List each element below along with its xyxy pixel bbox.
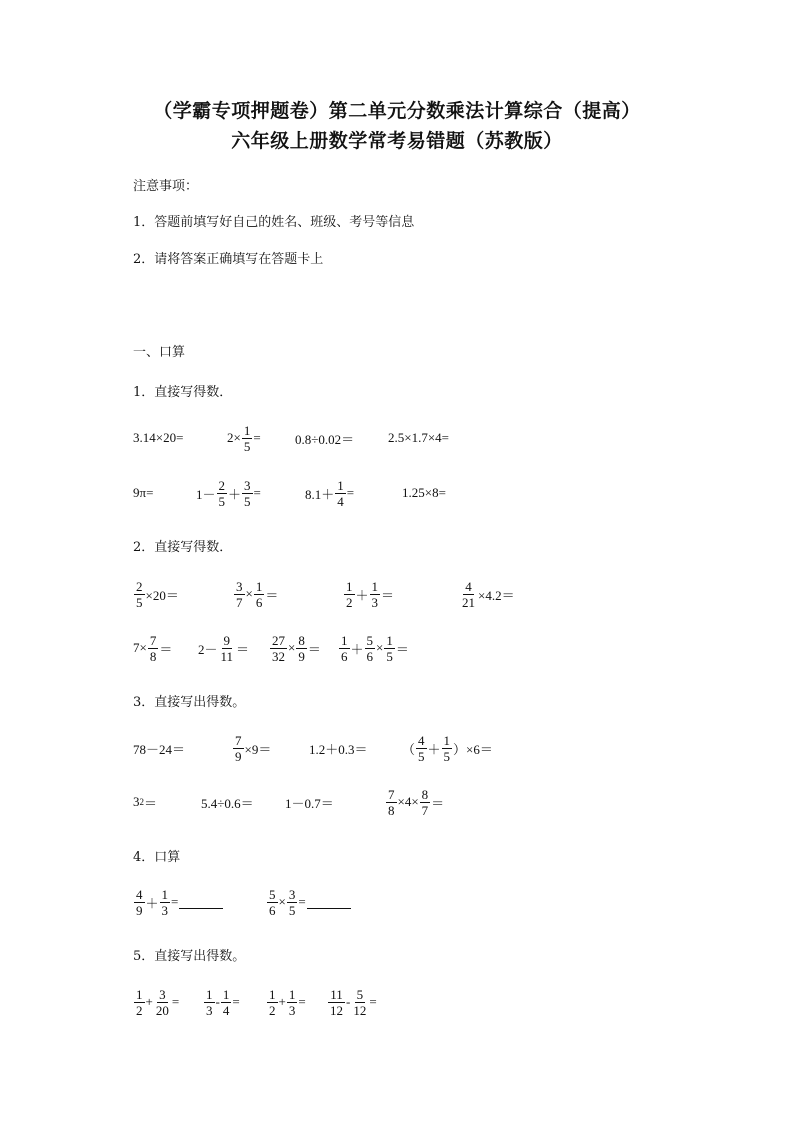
expression: 0.8÷0.02＝: [295, 431, 355, 447]
expression: 9π=: [133, 485, 154, 500]
fraction: $\frac{1}{3}$: [288, 986, 296, 1018]
fraction: $\frac{1}{6}$: [341, 632, 348, 664]
expression: 1－0.7＝: [285, 795, 334, 811]
notice-item-2: 2．请将答案正确填写在答题卡上: [133, 252, 324, 267]
expression: 5.4÷0.6＝: [201, 795, 254, 811]
expression: $\frac{1}{3}$ - $\frac{1}{4}$ =: [206, 986, 240, 1018]
expression: $\frac{1}{6}$ ＋ $\frac{5}{6}$ × $\frac{1}{5}$ ＝: [341, 632, 409, 664]
question-3-row-2: [133, 782, 693, 822]
title-line-2: 六年级上册数学常考易错题（苏教版）: [231, 130, 563, 152]
question-3-heading: 3．直接写出得数。: [133, 695, 246, 710]
fraction: $\frac{1}{5}$: [386, 632, 393, 664]
expression: 1.25×8=: [402, 485, 446, 500]
answer-blank[interactable]: [179, 895, 223, 909]
fraction: $\frac{8}{9}$: [298, 632, 305, 664]
expression: 2× $\frac{1}{5}$ =: [227, 422, 261, 454]
expression: $\frac{7}{8}$ ×4× $\frac{8}{7}$ ＝: [388, 786, 445, 818]
expression: $\frac{2}{5}$ ×20＝: [136, 578, 179, 610]
expression: 1－ $\frac{2}{5}$ ＋ $\frac{3}{5}$ =: [196, 477, 261, 509]
fraction: $\frac{4}{9}$: [136, 886, 143, 918]
question-1-row-2: [133, 473, 693, 513]
fraction: $\frac{1}{3}$: [371, 578, 379, 610]
expression: $\frac{27}{32}$ × $\frac{8}{9}$ ＝: [272, 632, 321, 664]
expression: 8.1＋ $\frac{1}{4}$ =: [305, 477, 355, 509]
expression: $\frac{4}{9}$ ＋ $\frac{1}{3}$ =: [133, 882, 223, 922]
expression: $\frac{4}{21}$ ×4.2＝: [462, 578, 515, 610]
question-3-row-1: [133, 728, 693, 768]
fraction: $\frac{1}{2}$: [136, 986, 143, 1018]
expression: $\frac{11}{12}$ - $\frac{5}{12}$ =: [330, 986, 377, 1018]
fraction: $\frac{7}{8}$: [149, 632, 157, 664]
fraction: $\frac{1}{5}$: [243, 422, 251, 454]
notice-heading: 注意事项：: [133, 179, 199, 194]
fraction: $\frac{3}{5}$: [244, 477, 251, 509]
expression: 1.2＋0.3＝: [309, 741, 368, 757]
question-5-heading: 5．直接写出得数。: [133, 949, 246, 964]
notice-item-1: 1．答题前填写好自己的姓名、班级、考号等信息: [133, 215, 415, 230]
expression: 2－ $\frac{9}{11}$ ＝: [198, 632, 250, 664]
fraction: $\frac{1}{4}$: [222, 986, 230, 1018]
fraction: $\frac{8}{7}$: [421, 786, 429, 818]
fraction: $\frac{3}{5}$: [288, 886, 296, 918]
expression: 3 2 ＝: [133, 794, 158, 811]
fraction: $\frac{1}{3}$: [206, 986, 213, 1018]
expression: 2.5×1.7×4=: [388, 430, 449, 445]
expression: （ $\frac{4}{5}$ ＋ $\frac{1}{5}$ ）×6＝: [402, 732, 493, 764]
fraction: $\frac{7}{9}$: [235, 732, 242, 764]
expression: $\frac{1}{2}$ + $\frac{1}{3}$ =: [269, 986, 306, 1018]
fraction: $\frac{1}{2}$: [269, 986, 276, 1018]
question-2-row-1: [133, 574, 693, 614]
fraction: $\frac{2}{5}$: [218, 477, 226, 509]
title-line-1: （学霸专项押题卷）第二单元分数乘法计算综合（提高）: [153, 100, 641, 122]
fraction: $\frac{1}{3}$: [161, 886, 169, 918]
question-5-row: [133, 982, 693, 1022]
expression: $\frac{1}{2}$ + $\frac{3}{20}$ =: [136, 986, 180, 1018]
question-1-heading: 1．直接写得数．: [133, 385, 233, 400]
fraction: $\frac{3}{20}$: [155, 986, 169, 1018]
question-2-heading: 2．直接写得数．: [133, 540, 233, 555]
fraction: $\frac{5}{12}$: [353, 986, 367, 1018]
expression: 78－24＝: [133, 741, 186, 757]
expression: 3.14×20=: [133, 430, 184, 445]
question-4-row: [133, 882, 693, 922]
expression: $\frac{1}{2}$ ＋ $\frac{1}{3}$ ＝: [346, 578, 395, 610]
question-1-row-1: [133, 418, 693, 458]
fraction: $\frac{5}{6}$: [269, 886, 276, 918]
expression: $\frac{7}{9}$ ×9＝: [235, 732, 272, 764]
fraction: $\frac{1}{2}$: [346, 578, 353, 610]
expression: $\frac{3}{7}$ × $\frac{1}{6}$ ＝: [236, 578, 279, 610]
fraction: $\frac{1}{4}$: [337, 477, 344, 509]
fraction: $\frac{7}{8}$: [388, 786, 395, 818]
question-4-heading: 4．口算: [133, 850, 181, 865]
question-2-row-2: [133, 628, 693, 668]
fraction: $\frac{1}{6}$: [255, 578, 263, 610]
fraction: $\frac{3}{7}$: [236, 578, 243, 610]
expression: $\frac{5}{6}$ × $\frac{3}{5}$ =: [266, 882, 351, 922]
fraction: $\frac{11}{12}$: [330, 986, 343, 1018]
fraction: $\frac{4}{5}$: [418, 732, 425, 764]
fraction: $\frac{4}{21}$: [462, 578, 475, 610]
fraction: $\frac{5}{6}$: [366, 632, 374, 664]
section-1-heading: 一、口算: [133, 345, 186, 360]
fraction: $\frac{2}{5}$: [136, 578, 143, 610]
answer-blank[interactable]: [307, 895, 351, 909]
expression: 7× $\frac{7}{8}$ ＝: [133, 632, 173, 664]
fraction: $\frac{9}{11}$: [220, 632, 234, 664]
fraction: $\frac{1}{5}$: [443, 732, 451, 764]
fraction: $\frac{27}{32}$: [272, 632, 285, 664]
